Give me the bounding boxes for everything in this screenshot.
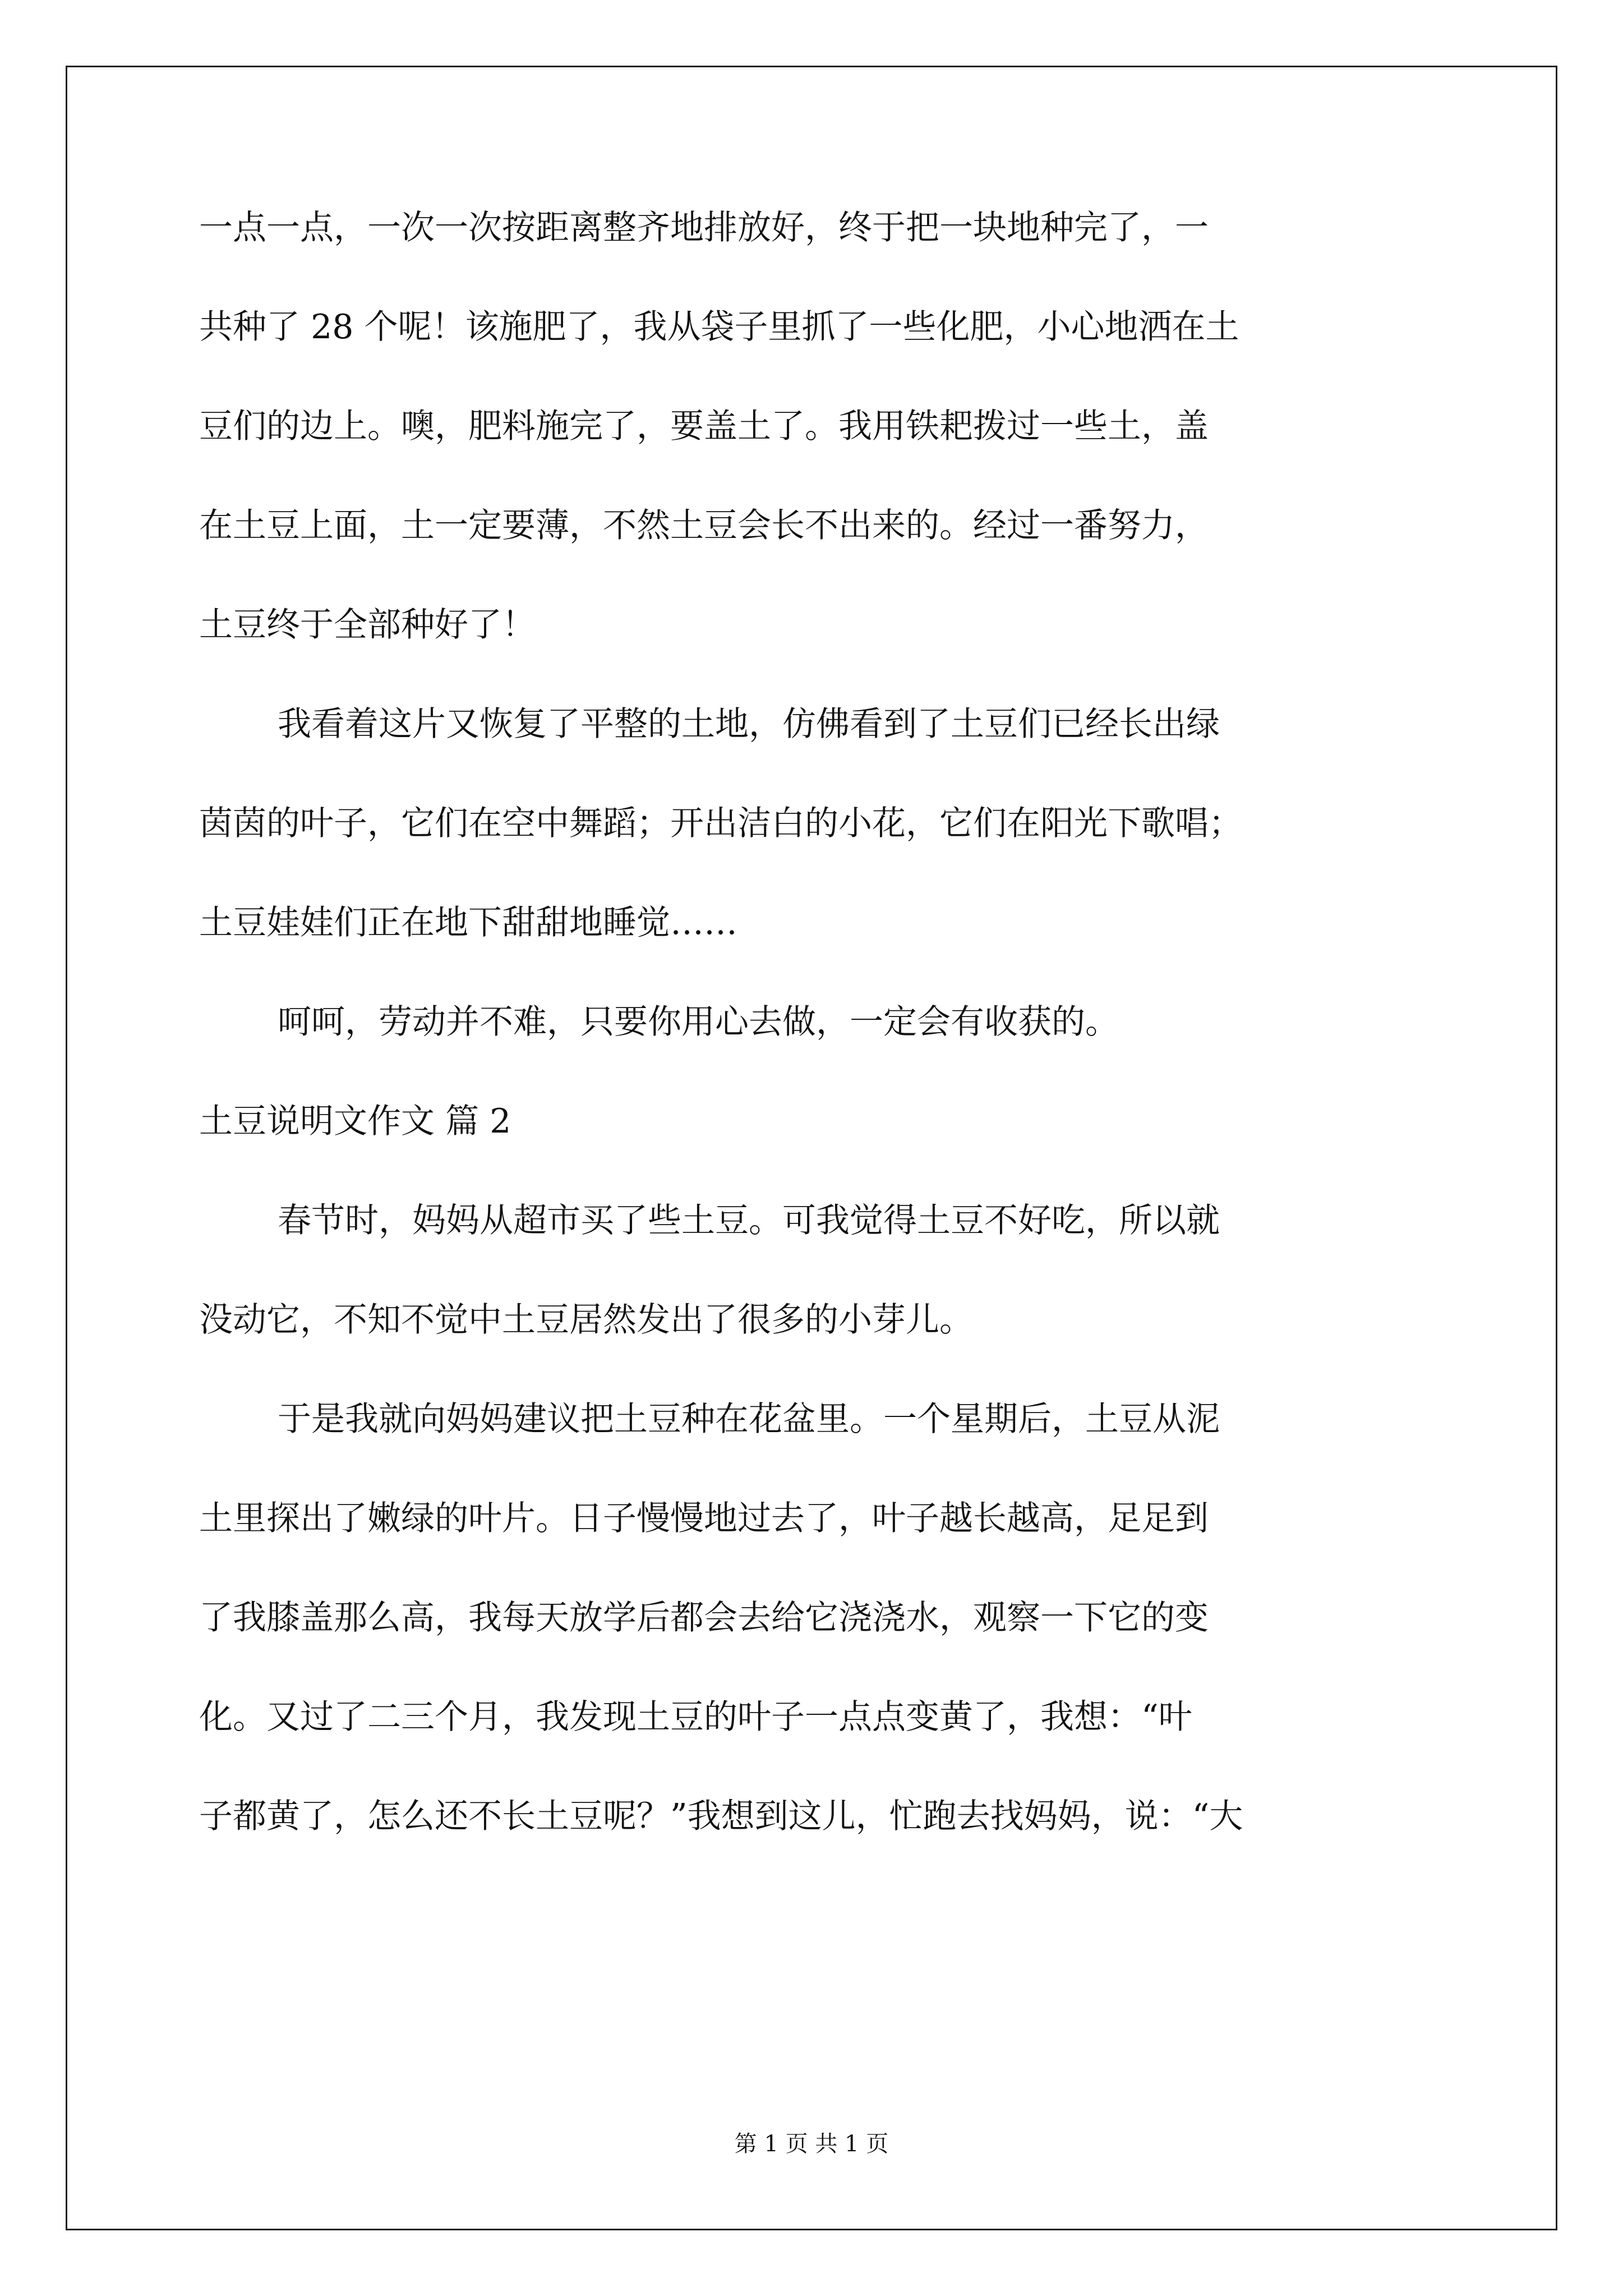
paragraph-start-line: 我看着这片又恢复了平整的土地，仿佛看到了土豆们已经长出绿 [278,705,1220,744]
paragraph-start-line: 春节时，妈妈从超市买了些土豆。可我觉得土豆不好吃，所以就 [278,1201,1220,1240]
text-line: 在土豆上面，土一定要薄，不然土豆会长不出来的。经过一番努力， [199,506,1209,545]
text-line: 没动它，不知不觉中土豆居然发出了很多的小芽儿。 [199,1300,973,1340]
text-line: 土里探出了嫩绿的叶片。日子慢慢地过去了，叶子越长越高，足足到 [199,1499,1209,1538]
text-line: 共种了 28 个呢！该施肥了，我从袋子里抓了一些化肥，小心地洒在土 [199,307,1239,347]
text-line: 一点一点，一次一次按距离整齐地排放好，终于把一块地种完了，一 [199,208,1209,247]
section-heading: 土豆说明文作文 篇 2 [199,1102,511,1141]
page-footer: 第 1 页 共 1 页 [734,2131,889,2157]
text-line: 土豆终于全部种好了！ [199,605,536,645]
paragraph-start-line: 呵呵，劳动并不难，只要你用心去做，一定会有收获的。 [278,1002,1119,1042]
paragraph-start-line: 于是我就向妈妈建议把土豆种在花盆里。一个星期后，土豆从泥 [278,1400,1220,1439]
text-line: 土豆娃娃们正在地下甜甜地睡觉…… [199,903,737,942]
text-line: 化。又过了二三个月，我发现土豆的叶子一点点变黄了，我想：“叶 [199,1697,1192,1737]
text-line: 茵茵的叶子，它们在空中舞蹈；开出洁白的小花，它们在阳光下歌唱； [199,804,1242,843]
text-line: 豆们的边上。噢，肥料施完了，要盖土了。我用铁耙拨过一些土，盖 [199,407,1209,446]
page-border [66,66,1557,2230]
text-line: 了我膝盖那么高，我每天放学后都会去给它浇浇水，观察一下它的变 [199,1598,1209,1637]
text-line: 子都黄了，怎么还不长土豆呢？”我想到这儿，忙跑去找妈妈，说：“大 [199,1797,1243,1836]
